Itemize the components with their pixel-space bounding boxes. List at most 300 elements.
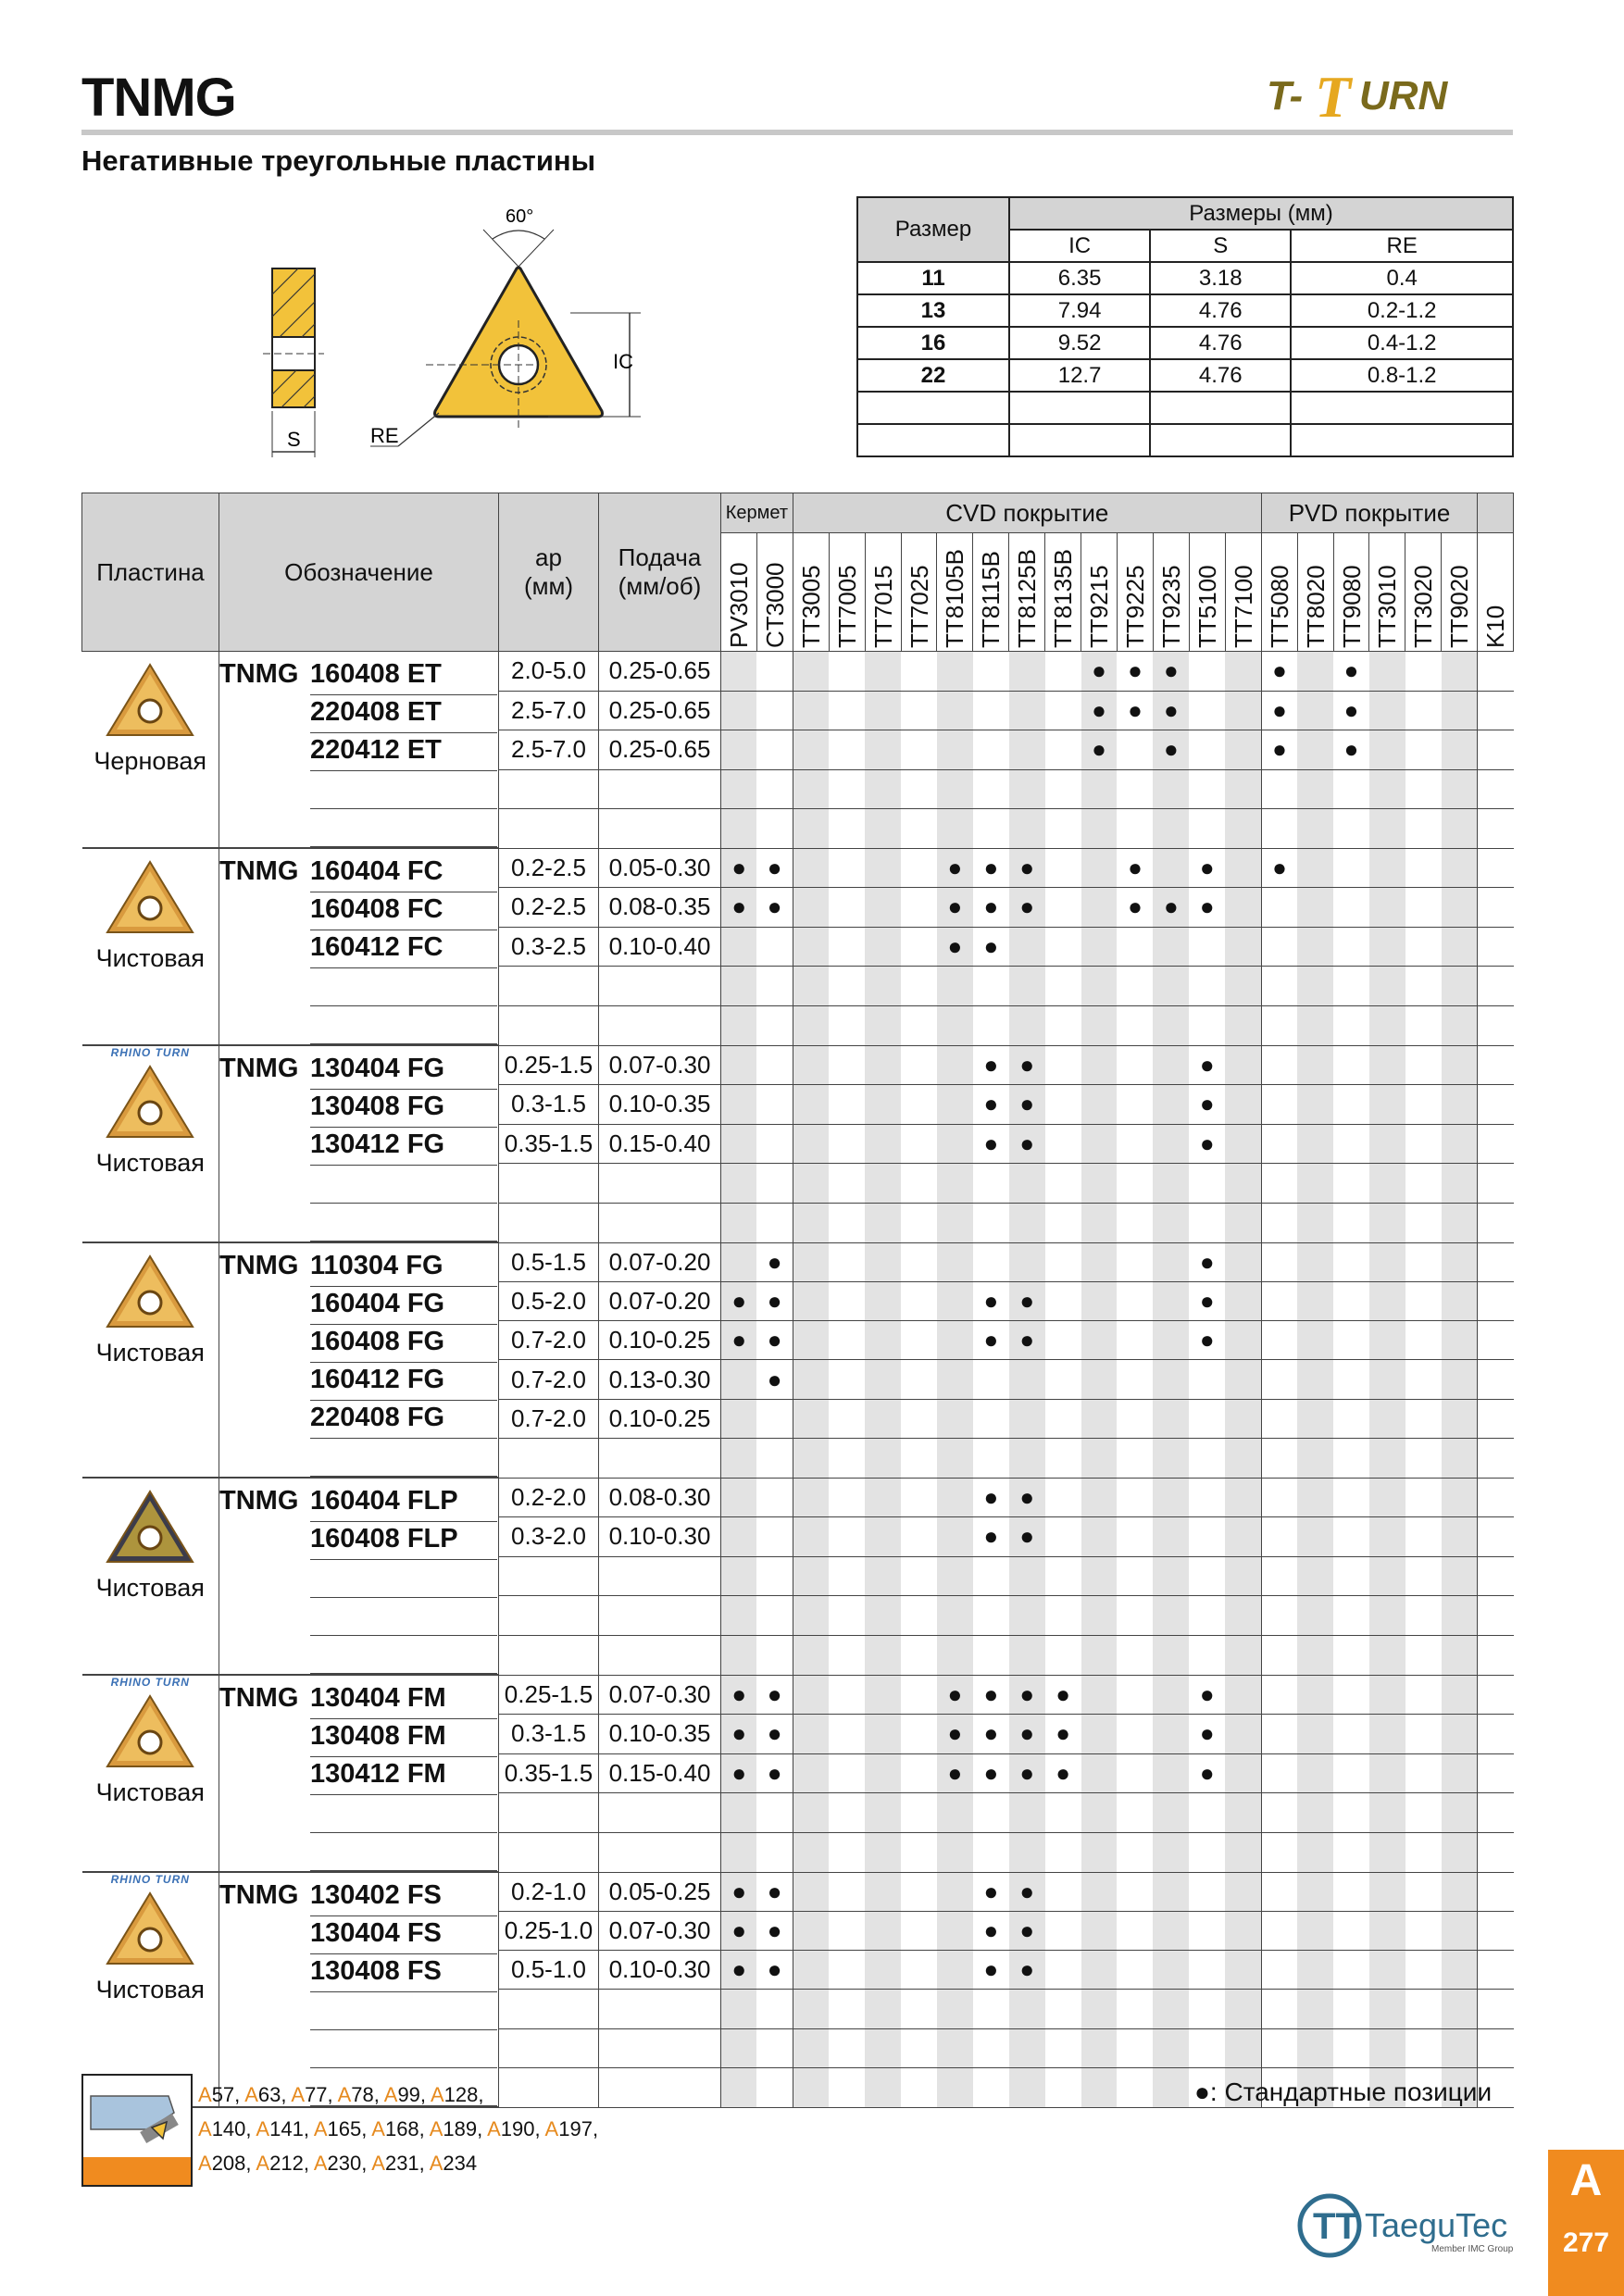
grade-cell-tt8115b [973, 967, 1009, 1006]
grade-cell-k10 [1478, 1793, 1514, 1833]
grade-cell-pv3010 [721, 1045, 757, 1085]
grade-cell-tt7005 [829, 1715, 865, 1754]
page-reference-link[interactable]: A212 [256, 2152, 304, 2175]
grade-cell-tt7005 [829, 848, 865, 888]
ap-value [499, 2028, 599, 2067]
page-reference-link[interactable]: A197 [544, 2117, 593, 2140]
page-reference-link[interactable]: A234 [429, 2152, 478, 2175]
feed-value [599, 967, 721, 1006]
grade-cell-tt8115b: ● [973, 1872, 1009, 1911]
grade-cell-tt9080 [1333, 769, 1369, 809]
grade-cell-tt8125b [1009, 1360, 1045, 1399]
page-reference-link[interactable]: A77 [291, 2083, 328, 2106]
grade-cell-tt8105b [937, 1281, 973, 1320]
grade-cell-tt7100 [1225, 1281, 1261, 1320]
page-reference-link[interactable]: A63 [244, 2083, 281, 2106]
feed-value: 0.07-0.30 [599, 1911, 721, 1950]
grade-label: TT8135B [1049, 548, 1078, 648]
grade-cell-tt9020 [1442, 1045, 1478, 1085]
grade-cell-tt7015 [865, 1675, 901, 1715]
grade-cell-tt8020 [1297, 1793, 1333, 1833]
designation-prefix: TNMG [219, 1251, 299, 1280]
grade-cell-tt9215 [1081, 1005, 1118, 1045]
feed-value: 0.10-0.30 [599, 1517, 721, 1557]
grade-cell-tt3020 [1405, 730, 1442, 770]
grade-cell-tt3010 [1369, 1281, 1405, 1320]
grade-cell-tt7005 [829, 1675, 865, 1715]
grade-cell-tt3005 [793, 1517, 829, 1557]
grade-header-tt7005 [829, 533, 865, 652]
grade-cell-tt3005 [793, 1715, 829, 1754]
designation-prefix [219, 1325, 310, 1363]
grade-cell-tt9080 [1333, 927, 1369, 967]
grade-cell-tt3020 [1405, 1045, 1442, 1085]
grade-cell-ct3000 [756, 1203, 793, 1242]
grade-cell-tt9225 [1117, 1675, 1153, 1715]
grade-cell-tt8105b [937, 2028, 973, 2067]
insert-type-label: Чистовая [95, 1149, 205, 1177]
grade-cell-tt8125b [1009, 809, 1045, 849]
designation-prefix: TNMG [219, 1880, 299, 1910]
grade-cell-tt9020 [1442, 1715, 1478, 1754]
grade-cell-tt7025 [901, 1164, 937, 1204]
grade-cell-tt8105b [937, 1203, 973, 1242]
grade-cell-tt5080 [1261, 1242, 1297, 1281]
ap-value: 0.25-1.5 [499, 1045, 599, 1085]
grade-cell-tt9225 [1117, 1321, 1153, 1360]
grade-cell-pv3010: ● [721, 1951, 757, 1990]
grade-cell-tt9225 [1117, 1556, 1153, 1596]
grade-cell-tt8125b: ● [1009, 888, 1045, 928]
grade-cell-tt9080 [1333, 1753, 1369, 1793]
grade-cell-tt7015 [865, 1399, 901, 1438]
grade-cell-tt7100 [1225, 1753, 1261, 1793]
grade-cell-tt9225: ● [1117, 848, 1153, 888]
grade-cell-tt3020 [1405, 1478, 1442, 1517]
designation-code [310, 1636, 497, 1674]
grade-cell-ct3000 [756, 927, 793, 967]
grade-cell-tt9080 [1333, 1990, 1369, 2028]
grade-cell-tt3005 [793, 1045, 829, 1085]
page-reference-link[interactable]: A57 [198, 2083, 235, 2106]
grade-cell-tt5100: ● [1189, 1124, 1225, 1164]
size-cell-ic: 12.7 [1009, 359, 1150, 392]
grade-cell-tt8125b [1009, 2028, 1045, 2067]
designation-code: 130402 FS [310, 1878, 497, 1916]
designation-prefix [219, 1166, 310, 1204]
grade-cell-tt9080 [1333, 1478, 1369, 1517]
reference-line: A140, A141, A165, A168, A189, A190, A197, [198, 2117, 599, 2140]
grade-cell-tt3005 [793, 967, 829, 1006]
designation-prefix [219, 1916, 310, 1954]
grade-cell-tt3020 [1405, 967, 1442, 1006]
grade-cell-tt7100 [1225, 1005, 1261, 1045]
page-reference-link[interactable]: A168 [371, 2117, 419, 2140]
grade-cell-tt8115b [973, 1793, 1009, 1833]
designation-code: 130404 FG [310, 1052, 497, 1090]
insert-prefix [219, 1675, 499, 1872]
grade-header-tt3005 [793, 533, 829, 652]
grade-cell-tt7015 [865, 1478, 901, 1517]
grade-cell-tt9235: ● [1153, 652, 1189, 692]
grade-cell-ct3000 [756, 2028, 793, 2067]
feed-value: 0.07-0.30 [599, 1045, 721, 1085]
grade-cell-pv3010 [721, 927, 757, 967]
grade-cell-tt3010 [1369, 1596, 1405, 1636]
grade-cell-tt3020 [1405, 1635, 1442, 1675]
grade-cell-tt7015 [865, 1321, 901, 1360]
designation-line [219, 1833, 497, 1871]
grade-cell-tt8135b [1045, 1321, 1081, 1360]
designation-code: 160412 FC [310, 930, 497, 968]
grade-cell-tt9235 [1153, 1399, 1189, 1438]
grade-label: TT9215 [1085, 565, 1114, 648]
page-reference-link[interactable]: A140 [198, 2117, 246, 2140]
grade-cell-tt9235 [1153, 967, 1189, 1006]
size-cell-re: 0.2-1.2 [1291, 294, 1513, 327]
application-icon [81, 2074, 193, 2187]
grade-cell-tt5100 [1189, 1793, 1225, 1833]
grade-cell-tt9080: ● [1333, 691, 1369, 730]
grade-cell-tt7025 [901, 652, 937, 692]
grade-cell-k10 [1478, 1596, 1514, 1636]
grade-cell-tt9020 [1442, 1596, 1478, 1636]
grade-cell-k10 [1478, 691, 1514, 730]
grade-cell-tt8020 [1297, 1439, 1333, 1478]
grade-cell-tt9080 [1333, 809, 1369, 849]
grade-cell-tt7005 [829, 1005, 865, 1045]
grade-cell-tt9215 [1081, 1715, 1118, 1754]
grade-cell-tt7005 [829, 1596, 865, 1636]
grade-cell-tt3020 [1405, 652, 1442, 692]
grade-cell-tt7100 [1225, 888, 1261, 928]
grade-cell-tt5080: ● [1261, 691, 1297, 730]
grade-cell-pv3010: ● [721, 1321, 757, 1360]
grade-cell-k10 [1478, 652, 1514, 692]
grade-cell-tt9080 [1333, 1399, 1369, 1438]
grade-cell-tt5100 [1189, 1951, 1225, 1990]
grade-cell-tt7100 [1225, 967, 1261, 1006]
grade-cell-tt8135b [1045, 1281, 1081, 1320]
insert-image [104, 858, 196, 938]
grade-cell-tt7005 [829, 1478, 865, 1517]
page-reference-link[interactable]: A165 [313, 2117, 362, 2140]
designation-line [219, 1006, 497, 1044]
grade-cell-ct3000 [756, 1478, 793, 1517]
grade-cell-tt8125b: ● [1009, 1951, 1045, 1990]
grade-cell-tt7005 [829, 730, 865, 770]
taegutec-logo [1293, 2187, 1524, 2261]
grade-cell-tt8125b: ● [1009, 1753, 1045, 1793]
rhino-turn-logo: RHINO TURN [110, 1676, 190, 1689]
grade-cell-tt7100 [1225, 1793, 1261, 1833]
grade-cell-tt9235 [1153, 848, 1189, 888]
size-cell-re: 0.8-1.2 [1291, 359, 1513, 392]
grade-cell-tt9215 [1081, 848, 1118, 888]
grade-cell-tt8020 [1297, 1242, 1333, 1281]
grade-cell-tt8105b [937, 1832, 973, 1872]
grade-cell-tt9080 [1333, 1635, 1369, 1675]
designation-col-header: Обозначение [219, 493, 499, 652]
ap-value: 0.5-1.0 [499, 1951, 599, 1990]
grade-cell-tt9215 [1081, 1517, 1118, 1557]
grade-cell-tt8115b [973, 730, 1009, 770]
grade-cell-tt3010 [1369, 1478, 1405, 1517]
grade-cell-tt7005 [829, 2028, 865, 2067]
grade-cell-tt8125b [1009, 1556, 1045, 1596]
size-row [857, 294, 1513, 327]
grade-cell-tt8020 [1297, 769, 1333, 809]
grade-cell-tt5100: ● [1189, 1675, 1225, 1715]
page-subtitle: Негативные треугольные пластины [81, 144, 596, 177]
grade-label: TT3020 [1409, 565, 1438, 648]
designation-prefix [219, 1522, 310, 1560]
feed-value: 0.08-0.35 [599, 888, 721, 928]
grade-cell-tt9225 [1117, 1911, 1153, 1950]
grade-cell-tt3005 [793, 1085, 829, 1125]
grade-cell-tt7015 [865, 1164, 901, 1204]
grade-cell-tt3020 [1405, 1990, 1442, 2028]
grade-cell-tt7025 [901, 2068, 937, 2107]
grade-cell-tt3010 [1369, 1793, 1405, 1833]
grade-cell-tt8125b: ● [1009, 1715, 1045, 1754]
grade-cell-tt9225 [1117, 1832, 1153, 1872]
grade-cell-tt3020 [1405, 1793, 1442, 1833]
grade-header-tt9080 [1333, 533, 1369, 652]
page-reference-link[interactable]: A208 [198, 2152, 246, 2175]
grade-cell-pv3010 [721, 1793, 757, 1833]
grade-cell-tt3010 [1369, 809, 1405, 849]
grade-cell-k10 [1478, 1990, 1514, 2028]
grade-cell-tt7025 [901, 888, 937, 928]
grade-cell-tt5080 [1261, 1911, 1297, 1950]
grade-cell-tt3010 [1369, 1321, 1405, 1360]
rhino-turn-logo: RHINO TURN [110, 1873, 190, 1886]
feed-value: 0.10-0.25 [599, 1321, 721, 1360]
grade-cell-tt3020 [1405, 1005, 1442, 1045]
grade-cell-tt7100 [1225, 1517, 1261, 1557]
grade-cell-tt9235 [1153, 1517, 1189, 1557]
grade-cell-tt9020 [1442, 1005, 1478, 1045]
grade-cell-tt5080 [1261, 927, 1297, 967]
grade-cell-tt8135b [1045, 1635, 1081, 1675]
grade-cell-pv3010 [721, 1242, 757, 1281]
designation-line [219, 1916, 497, 1954]
grade-cell-tt5100 [1189, 1911, 1225, 1950]
feed-value [599, 1164, 721, 1204]
grade-cell-tt7005 [829, 1753, 865, 1793]
grade-cell-tt9020 [1442, 927, 1478, 967]
grade-cell-k10 [1478, 1124, 1514, 1164]
designation-line [219, 1795, 497, 1833]
grade-cell-tt9080 [1333, 1360, 1369, 1399]
grade-label: TT9020 [1445, 565, 1474, 648]
grade-cell-tt5080 [1261, 1439, 1297, 1478]
grade-cell-tt7005 [829, 2068, 865, 2107]
grade-cell-tt9225 [1117, 1281, 1153, 1320]
grade-cell-tt7005 [829, 1635, 865, 1675]
grade-cell-tt3010 [1369, 1872, 1405, 1911]
table-row [82, 1872, 1514, 1911]
page-reference-link[interactable]: A190 [487, 2117, 535, 2140]
grade-cell-k10 [1478, 1085, 1514, 1125]
size-cell-size: 16 [857, 327, 1009, 359]
grade-cell-tt5100 [1189, 1005, 1225, 1045]
insert-cell [82, 1242, 219, 1478]
grade-cell-tt7025 [901, 1556, 937, 1596]
grade-label: PV3010 [725, 562, 753, 648]
grade-cell-tt8020 [1297, 1832, 1333, 1872]
grade-cell-ct3000 [756, 730, 793, 770]
grade-cell-pv3010 [721, 652, 757, 692]
designation-prefix [219, 1757, 310, 1795]
grade-cell-tt3005 [793, 1596, 829, 1636]
grade-cell-tt3005 [793, 2068, 829, 2107]
insert-image [104, 1890, 196, 1969]
grade-cell-tt7100 [1225, 1360, 1261, 1399]
grade-cell-tt8020 [1297, 1203, 1333, 1242]
ap-value [499, 769, 599, 809]
insert-image [104, 1692, 196, 1772]
ap-value: 0.25-1.0 [499, 1911, 599, 1950]
grade-cell-tt9215: ● [1081, 730, 1118, 770]
grade-cell-k10 [1478, 1517, 1514, 1557]
designation-line [219, 1636, 497, 1674]
grade-cell-tt3020 [1405, 1911, 1442, 1950]
grade-cell-tt8135b [1045, 1911, 1081, 1950]
grade-cell-tt9225 [1117, 1164, 1153, 1204]
grade-cell-tt7025 [901, 1635, 937, 1675]
grade-cell-tt9215 [1081, 1753, 1118, 1793]
grade-cell-tt9235 [1153, 1203, 1189, 1242]
grade-cell-tt7005 [829, 1085, 865, 1125]
grade-cell-pv3010 [721, 1085, 757, 1125]
grade-cell-k10 [1478, 1675, 1514, 1715]
feed-value [599, 809, 721, 849]
grade-cell-tt9215: ● [1081, 691, 1118, 730]
grade-cell-tt3010 [1369, 1753, 1405, 1793]
designation-prefix [219, 1833, 310, 1871]
grade-cell-tt8125b [1009, 1832, 1045, 1872]
grade-cell-k10 [1478, 1045, 1514, 1085]
grade-cell-tt8115b: ● [973, 1951, 1009, 1990]
grade-header-tt7015 [865, 533, 901, 652]
grade-cell-tt9225 [1117, 1124, 1153, 1164]
size-cell-size [857, 392, 1009, 424]
designation-code: 160408 ET [310, 657, 497, 695]
grade-cell-tt8125b [1009, 2068, 1045, 2107]
grade-cell-tt9215 [1081, 1242, 1118, 1281]
grade-cell-tt8105b [937, 1596, 973, 1636]
insert-image [104, 1063, 196, 1142]
grade-cell-ct3000: ● [756, 888, 793, 928]
grade-cell-pv3010 [721, 691, 757, 730]
grade-cell-tt8115b [973, 652, 1009, 692]
grade-cell-tt3020 [1405, 1753, 1442, 1793]
page-reference-link[interactable]: A231 [371, 2152, 419, 2175]
grade-cell-tt7025 [901, 1124, 937, 1164]
grade-cell-pv3010 [721, 1164, 757, 1204]
grade-cell-tt8105b [937, 1439, 973, 1478]
grade-cell-ct3000 [756, 967, 793, 1006]
grade-cell-tt7005 [829, 652, 865, 692]
page-reference-link[interactable]: A99 [383, 2083, 420, 2106]
grade-cell-tt9225 [1117, 1872, 1153, 1911]
grade-cell-tt7025 [901, 1951, 937, 1990]
ap-value [499, 1556, 599, 1596]
grade-cell-tt5100 [1189, 1360, 1225, 1399]
page-reference-link[interactable]: A230 [313, 2152, 362, 2175]
grade-cell-tt8105b [937, 1124, 973, 1164]
grade-cell-tt7015 [865, 1439, 901, 1478]
grade-cell-tt8115b: ● [973, 1517, 1009, 1557]
grade-cell-tt7005 [829, 691, 865, 730]
page-reference-link[interactable]: A141 [256, 2117, 304, 2140]
designation-line [219, 657, 497, 695]
grade-cell-ct3000 [756, 1045, 793, 1085]
grade-cell-tt9225 [1117, 1478, 1153, 1517]
designation-prefix [219, 733, 310, 771]
grade-cell-tt8105b [937, 730, 973, 770]
grade-label: TT7025 [905, 565, 933, 648]
page-reference-link[interactable]: A189 [429, 2117, 478, 2140]
re-label: RE [370, 424, 399, 447]
ap-value [499, 967, 599, 1006]
grade-cell-tt8125b: ● [1009, 1321, 1045, 1360]
grade-cell-tt7015 [865, 730, 901, 770]
grade-cell-tt7025 [901, 1911, 937, 1950]
grade-cell-tt8020 [1297, 1360, 1333, 1399]
grade-cell-tt9020 [1442, 888, 1478, 928]
ap-value: 0.7-2.0 [499, 1360, 599, 1399]
designation-code: 130404 FS [310, 1916, 497, 1954]
page-reference-link[interactable]: A78 [337, 2083, 374, 2106]
grade-cell-tt7025 [901, 1360, 937, 1399]
grade-cell-tt9020 [1442, 1517, 1478, 1557]
grade-cell-tt8125b: ● [1009, 1478, 1045, 1517]
designation-line [219, 1204, 497, 1242]
grade-cell-tt3005 [793, 1793, 829, 1833]
grade-cell-tt9020 [1442, 730, 1478, 770]
grade-header-tt8125b [1009, 533, 1045, 652]
grade-cell-tt9225: ● [1117, 691, 1153, 730]
grade-cell-tt3020 [1405, 1242, 1442, 1281]
grade-cell-tt3010 [1369, 1242, 1405, 1281]
grade-cell-tt9215 [1081, 1990, 1118, 2028]
insert-image [104, 1488, 196, 1567]
grade-cell-ct3000 [756, 1793, 793, 1833]
grade-cell-tt5080: ● [1261, 652, 1297, 692]
grade-cell-tt9235 [1153, 1164, 1189, 1204]
insert-cell [82, 652, 219, 849]
grade-cell-tt7015 [865, 927, 901, 967]
designation-code: 160408 FLP [310, 1522, 497, 1560]
grade-cell-tt8115b: ● [973, 848, 1009, 888]
header-rule [81, 130, 1513, 135]
designation-prefix [219, 1006, 310, 1044]
designation-code: 160408 FG [310, 1325, 497, 1363]
grade-cell-tt8125b [1009, 1399, 1045, 1438]
ap-col-header: ap (мм) [499, 493, 599, 652]
grade-cell-tt9215 [1081, 967, 1118, 1006]
table-row [82, 1242, 1514, 1281]
grade-cell-ct3000 [756, 1990, 793, 2028]
feed-value: 0.25-0.65 [599, 730, 721, 770]
grade-cell-tt9235 [1153, 1478, 1189, 1517]
designation-prefix [219, 1363, 310, 1401]
grade-cell-tt9020 [1442, 1793, 1478, 1833]
page-reference-link[interactable]: A128 [430, 2083, 479, 2106]
